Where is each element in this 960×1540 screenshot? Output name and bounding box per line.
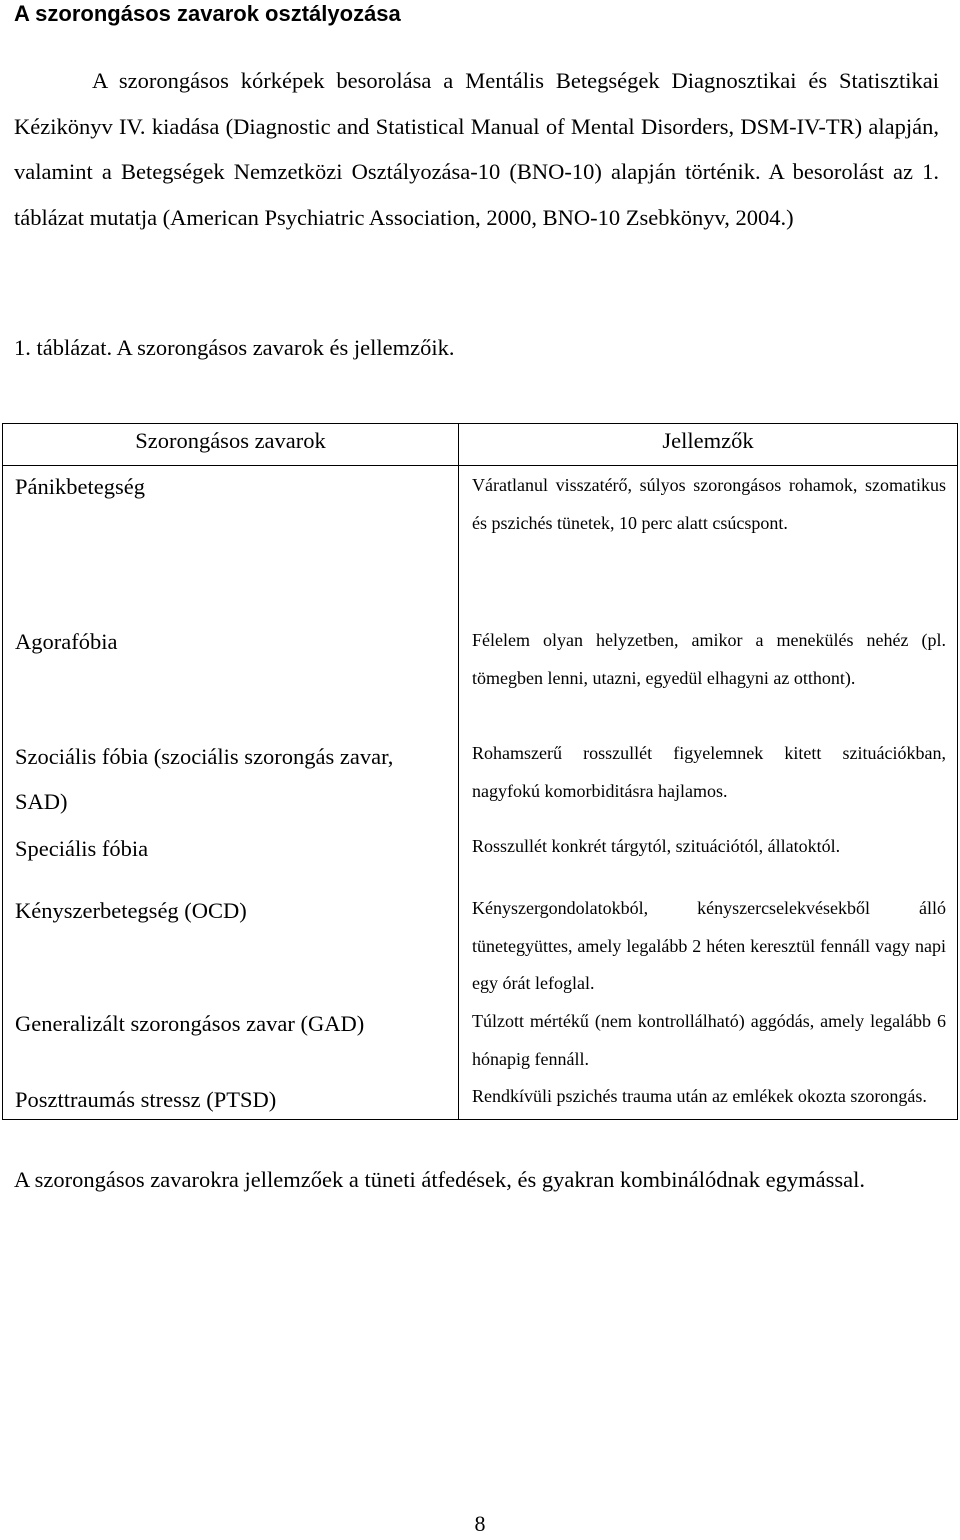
disorder-column	[3, 466, 459, 1120]
disorder-description: Kényszergondolatokból, kényszercselekvésekből álló tünetegyüttes, amely legalább 2 héten keresztül fennáll vagy napi egy órát lefoglal.	[472, 898, 946, 993]
disorder-description: Váratlanul visszatérő, súlyos szorongásos rohamok, szomatikus és pszichés tünetek, 10 perc alatt csúcspont.	[472, 475, 946, 533]
disorder-description: Túlzott mértékű (nem kontrollálható) aggódás, amely legalább 6 hónapig fennáll.	[472, 1011, 946, 1069]
header-disorders: Szorongásos zavarok	[3, 424, 459, 466]
disorder-description: Rendkívüli pszichés trauma után az emlékek okozta szorongás.	[472, 1086, 927, 1106]
table-caption: 1. táblázat. A szorongásos zavarok és jellemzőik.	[14, 335, 455, 360]
intro-paragraph: A szorongásos kórképek besorolása a Mentális Betegségek Diagnosztikai és Statisztikai Kézikönyv IV. kiadása (Diagnostic and Statistical Manual of Mental Disorders, DSM-IV-TR) alapján, valamint a Betegségek Nemzetközi Osztályozása-10 (BNO-10) alapján történik. A besorolást az 1. táblázat mutatja (American Psychiatric Association, 2000, BNO-10 Zsebkönyv, 2004.)	[14, 68, 939, 230]
disorder-description: Félelem olyan helyzetben, amikor a menekülés nehéz (pl. tömegben lenni, utazni, egyedül elhagyni az otthont).	[472, 630, 946, 688]
disorder-name: Speciális fóbia	[15, 836, 149, 861]
disorders-table	[2, 423, 958, 1120]
header-characteristics: Jellemzők	[459, 424, 958, 466]
table-body-row	[3, 466, 958, 1120]
disorder-name: Pánikbetegség	[15, 474, 145, 499]
disorder-name: Poszttraumás stressz (PTSD)	[15, 1087, 277, 1112]
disorder-name: Generalizált szorongásos zavar (GAD)	[15, 1011, 365, 1036]
disorder-name: Kényszerbetegség (OCD)	[15, 898, 247, 923]
disorder-name: Szociális fóbia (szociális szorongás zavar, SAD)	[15, 744, 394, 814]
page-number: 8	[474, 1511, 486, 1536]
table-header-row	[3, 424, 958, 466]
disorder-name: Agorafóbia	[15, 629, 118, 654]
closing-paragraph: A szorongásos zavarokra jellemzőek a tüneti átfedések, és gyakran kombinálódnak egymással.	[14, 1167, 865, 1192]
disorder-description: Rohamszerű rosszullét figyelemnek kitett szituációkban, nagyfokú komorbiditásra hajlamos.	[472, 743, 946, 801]
section-heading: A szorongásos zavarok osztályozása	[14, 1, 401, 26]
disorder-description: Rosszullét konkrét tárgytól, szituációtól, állatoktól.	[472, 836, 841, 856]
description-column	[459, 466, 958, 1120]
